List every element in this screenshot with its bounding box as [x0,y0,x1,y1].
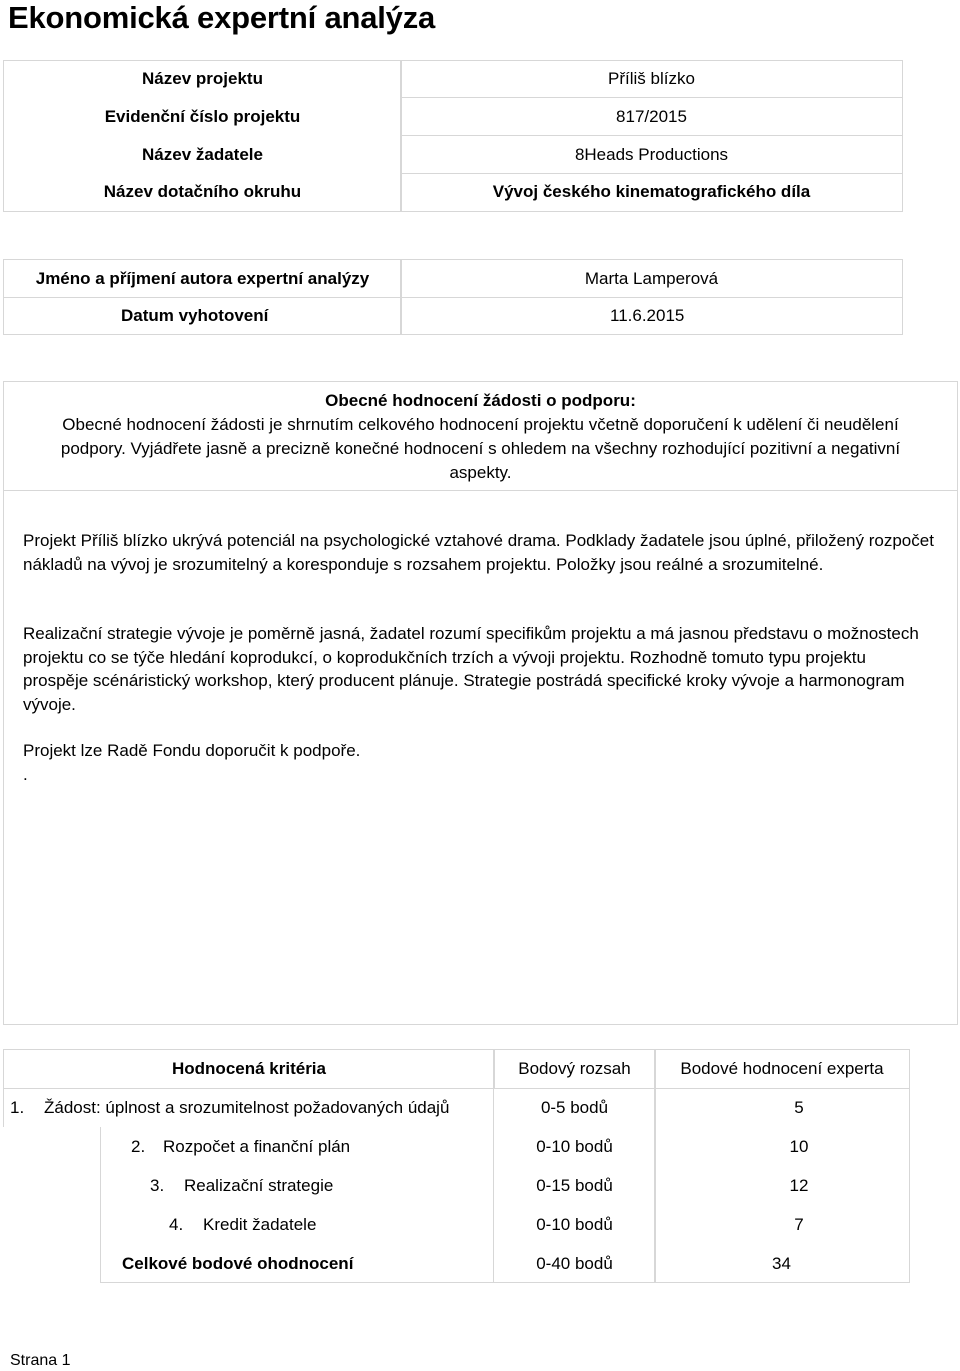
grant-area-value: Vývoj českého kinematografického díla [492,182,811,201]
applicant-name-value: 8Heads Productions [574,145,729,164]
evaluation-paragraph: . [23,765,28,784]
criteria-row-number: 2. [131,1137,146,1156]
criteria-row-score: 7 [794,1215,804,1234]
criteria-total-score: 34 [772,1254,791,1273]
criteria-header-name: Hodnocená kritéria [172,1059,326,1078]
criteria-row-score: 5 [794,1098,804,1117]
evaluation-heading: Obecné hodnocení žádosti o podporu: [325,391,636,410]
criteria-total-label: Celkové bodové ohodnocení [122,1254,354,1273]
project-number-value: 817/2015 [616,107,687,126]
evaluation-paragraph: Realizační strategie vývoje je poměrně jasná, žadatel rozumí specifikům projektu a má jasnou představu o možnostech projektu co se týče hledání koprodukcí, o koprodukčních trzích a vývoji projektu. Rozhodně tomuto typu projektu prospěje scénáristický workshop, který producent plánuje. Strategie postrádá specifické kroky vývoje a harmonogram vývoje. [23,624,919,714]
criteria-row-number: 3. [150,1176,165,1195]
evaluation-instruction-line: podpory. Vyjádřete jasně a precizně konečné hodnocení s ohledem na všechny rozhodující pozitivní a negativní [60,439,901,458]
criteria-header-range: Bodový rozsah [518,1059,631,1078]
project-number-label: Evidenční číslo projektu [104,107,301,126]
date-label: Datum vyhotovení [121,306,269,325]
criteria-row-name: Realizační strategie [184,1176,334,1195]
criteria-row-range: 0-10 bodů [536,1137,613,1156]
criteria-row-name: Kredit žadatele [203,1215,317,1234]
project-name-label: Název projektu [142,69,263,88]
project-name-value: Příliš blízko [608,69,695,88]
criteria-row-range: 0-10 bodů [536,1215,613,1234]
applicant-name-label: Název žadatele [142,145,263,164]
grant-area-label: Název dotačního okruhu [103,182,302,201]
criteria-row-number: 1. [10,1098,25,1117]
criteria-row-range: 0-15 bodů [536,1176,613,1195]
evaluation-paragraph: Projekt Příliš blízko ukrývá potenciál na psychologické vztahové drama. Podklady žadatele jsou úplné, přiložený rozpočet nákladů na vývoj je srozumitelný a koresponduje s rozsahem projektu. Položky jsou reálné a srozumitelné. [23,531,934,574]
criteria-row-name: Rozpočet a finanční plán [163,1137,351,1156]
criteria-total-range: 0-40 bodů [536,1254,613,1273]
criteria-row-name: Žádost: úplnost a srozumitelnost požadovaných údajů [44,1098,450,1117]
date-value: 11.6.2015 [610,306,685,325]
criteria-row-score: 10 [789,1137,809,1156]
criteria-row-score: 12 [789,1176,809,1195]
author-value: Marta Lamperová [584,269,719,288]
evaluation-instruction-line: aspekty. [449,463,512,482]
criteria-row-number: 4. [169,1215,184,1234]
evaluation-instruction-line: Obecné hodnocení žádosti je shrnutím celkového hodnocení projektu včetně doporučení k udělení či neudělení [62,415,899,434]
author-label: Jméno a příjmení autora expertní analýzy [35,269,370,288]
evaluation-paragraph: Projekt lze Radě Fondu doporučit k podpoře. [23,741,361,760]
page-footer: Strana 1 [10,1352,71,1369]
document-title: Ekonomická expertní analýza [8,0,436,35]
criteria-row-range: 0-5 bodů [540,1098,609,1117]
criteria-header-score: Bodové hodnocení experta [680,1059,884,1078]
